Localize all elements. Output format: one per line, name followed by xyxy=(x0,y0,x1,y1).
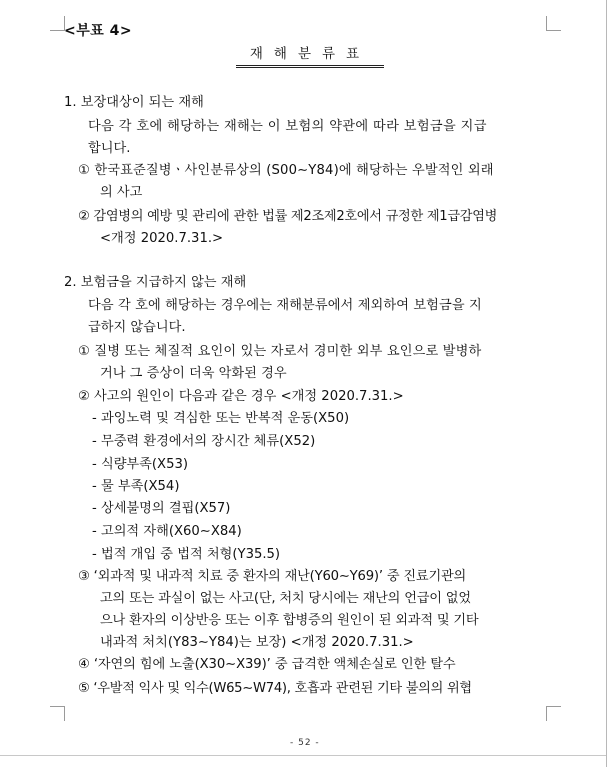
exclusion-dash-4: - 물 부족(X54) xyxy=(92,479,180,494)
section-2-heading: 2. 보험금을 지급하지 않는 재해 xyxy=(64,275,247,290)
section-2-item-1-line-2: 거나 그 증상이 더욱 악화된 경우 xyxy=(100,366,287,381)
exclusion-dash-6: - 고의적 자해(X60∼X84) xyxy=(92,524,242,539)
section-2-item-2: ② 사고의 원인이 다음과 같은 경우 <개정 2020.7.31.> xyxy=(78,389,404,404)
section-2-item-3-line-1: ③ ‘외과적 및 내과적 치료 중 환자의 재난(Y60∼Y69)’ 중 진료기관의 xyxy=(78,569,467,584)
page-edge-bottom xyxy=(0,755,606,756)
exclusion-dash-1: - 과잉노력 및 격심한 또는 반복적 운동(X50) xyxy=(92,411,350,426)
page-number: - 52 - xyxy=(290,738,320,748)
crop-mark-bottom-right xyxy=(546,706,561,721)
section-2-item-1-line-1: ① 질병 또는 체질적 요인이 있는 자로서 경미한 외부 요인으로 발병하 xyxy=(78,344,482,359)
section-2-item-5: ⑤ ‘우발적 익사 및 익수(W65∼W74), 호흡과 관련된 기타 불의의 위협 xyxy=(78,681,472,696)
crop-mark-bottom-left xyxy=(50,706,65,721)
section-2-item-4: ④ ‘자연의 힘에 노출(X30∼X39)’ 중 급격한 액체손실로 인한 탈수 xyxy=(78,657,456,672)
crop-mark-top-right xyxy=(546,16,561,31)
section-2-intro-line-1: 다음 각 호에 해당하는 경우에는 재해분류에서 제외하여 보험금을 지 xyxy=(88,298,482,313)
section-1-item-2-line-2: <개정 2020.7.31.> xyxy=(100,231,224,246)
section-2-intro-line-2: 급하지 않습니다. xyxy=(88,320,186,335)
section-1-intro-line-2: 합니다. xyxy=(88,141,131,156)
section-1-item-1-line-1: ① 한국표준질병ㆍ사인분류상의 (S00∼Y84)에 해당하는 우발적인 외래 xyxy=(78,163,494,178)
page-edge-right xyxy=(606,0,607,767)
exclusion-dash-3: - 식량부족(X53) xyxy=(92,457,189,472)
section-1-item-2-line-1: ② 감염병의 예방 및 관리에 관한 법률 제2조제2호에서 규정한 제1급감염병 xyxy=(78,209,498,224)
crop-mark-top-left xyxy=(50,16,65,31)
page-title: 재해분류표 xyxy=(236,42,384,68)
appendix-tag: <부표 4> xyxy=(64,23,133,39)
exclusion-dash-5: - 상세불명의 결핍(X57) xyxy=(92,501,231,516)
section-2-item-3-line-3: 으나 환자의 이상반응 또는 이후 합병증의 원인이 된 외과적 및 기타 xyxy=(100,613,479,628)
section-1-intro-line-1: 다음 각 호에 해당하는 재해는 이 보험의 약관에 따라 보험금을 지급 xyxy=(88,119,487,134)
exclusion-dash-7: - 법적 개입 중 법적 처형(Y35.5) xyxy=(92,547,281,562)
section-2-item-3-line-2: 고의 또는 과실이 없는 사고(단, 처치 당시에는 재난의 언급이 없었 xyxy=(100,591,471,606)
section-2-item-3-line-4: 내과적 처치(Y83∼Y84)는 보장) <개정 2020.7.31.> xyxy=(100,635,414,650)
exclusion-dash-2: - 무중력 환경에서의 장시간 체류(X52) xyxy=(92,434,316,449)
section-1-item-1-line-2: 의 사고 xyxy=(100,185,143,200)
section-1-heading: 1. 보장대상이 되는 재해 xyxy=(64,95,204,110)
